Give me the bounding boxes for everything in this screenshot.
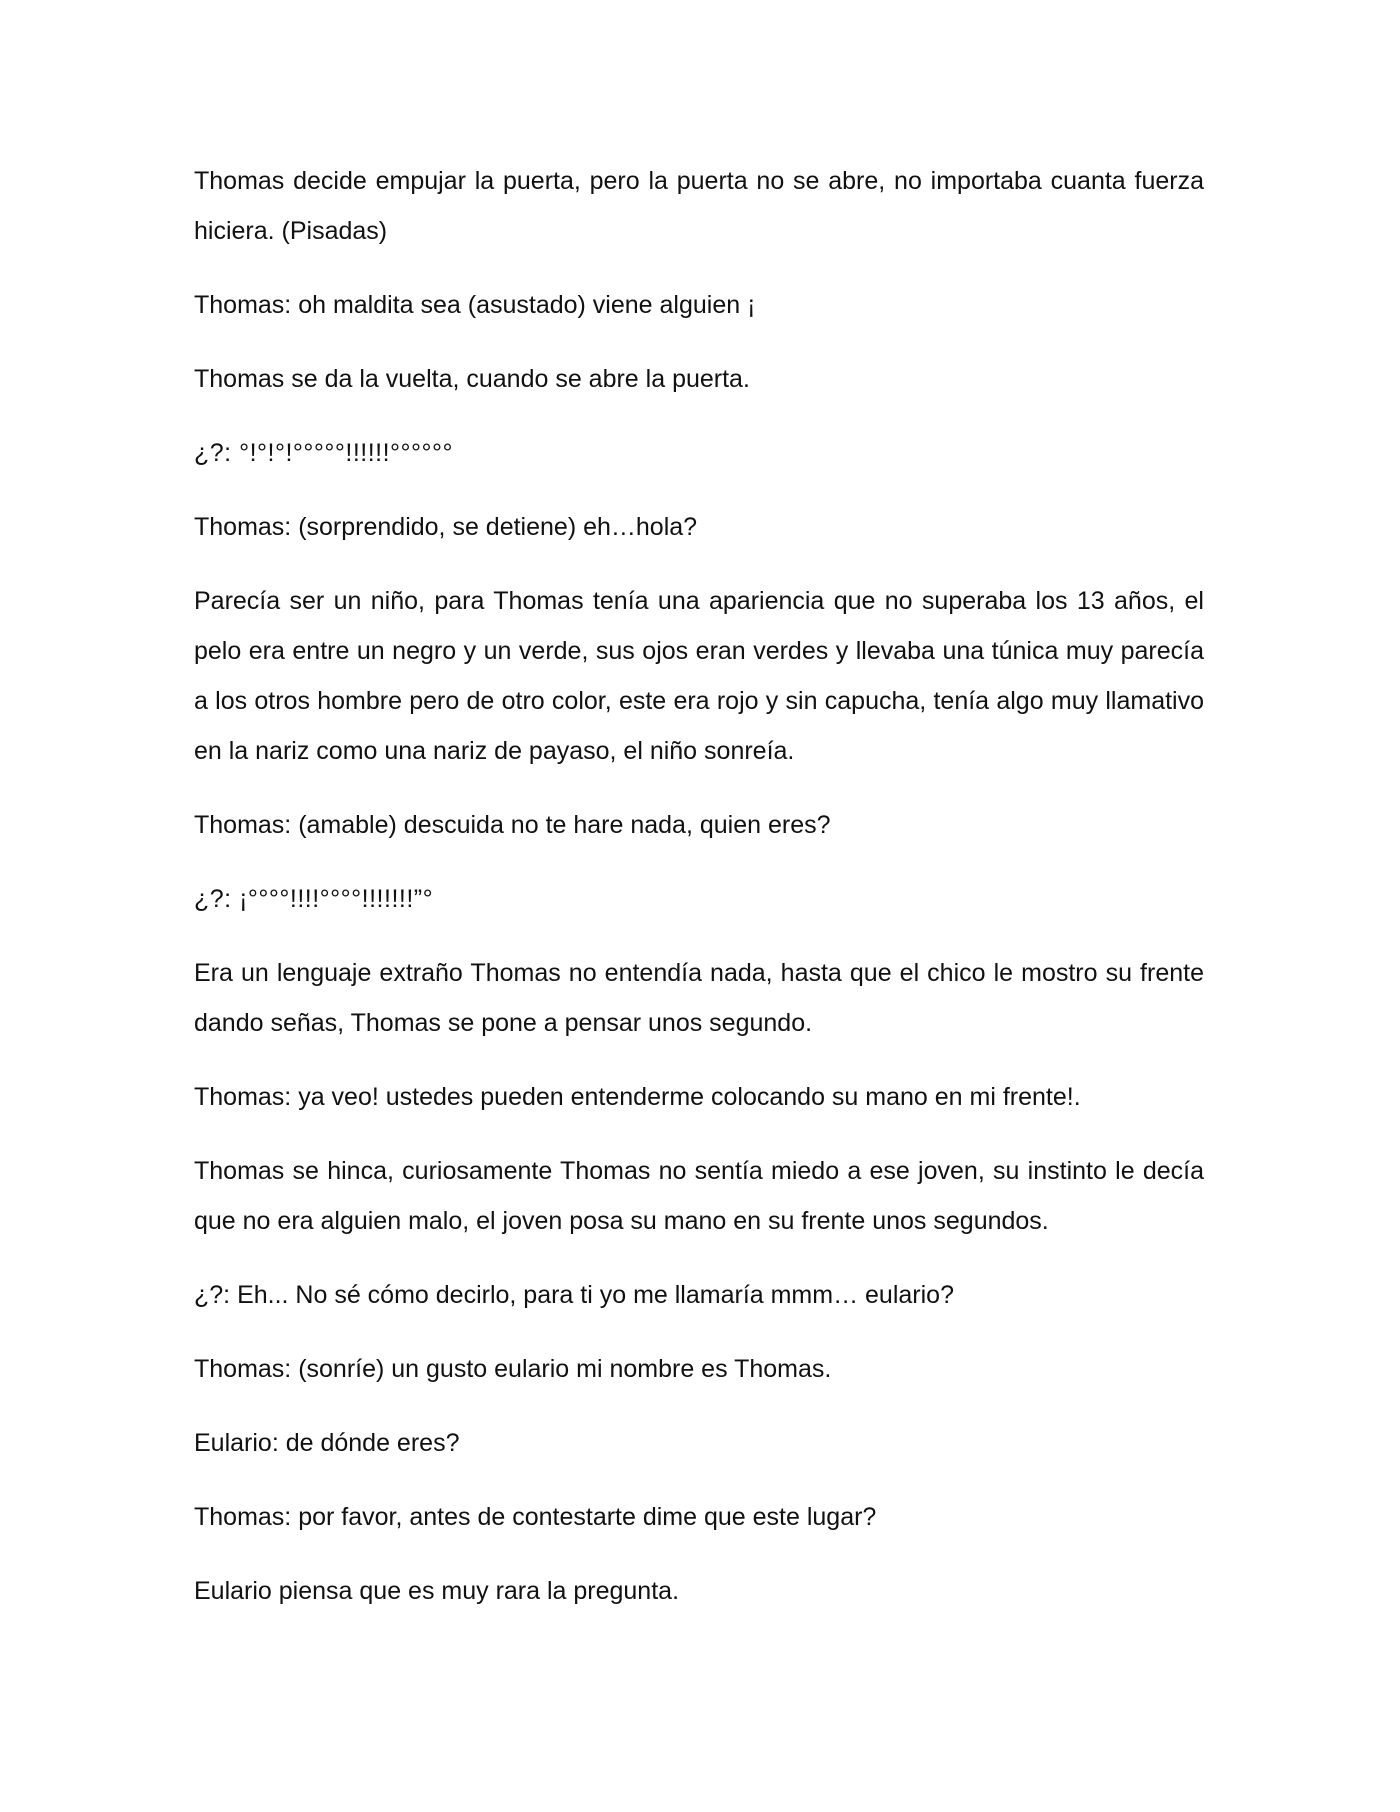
- paragraph-6: Parecía ser un niño, para Thomas tenía una apariencia que no superaba los 13 años, el pelo era entre un negro y un verde, sus ojos eran verdes y llevaba una túnica muy parecía a los otros hombre pero de otro color, este era rojo y sin capucha, tenía algo muy llamativo en la nariz como una nariz de payaso, el niño sonreía.: [194, 587, 1204, 765]
- paragraph-1: Thomas decide empujar la puerta, pero la puerta no se abre, no importaba cuanta fuerza hiciera. (Pisadas): [194, 167, 1204, 245]
- paragraph-9: Era un lenguaje extraño Thomas no entendía nada, hasta que el chico le mostro su frente dando señas, Thomas se pone a pensar unos segundo.: [194, 959, 1204, 1037]
- document-body: [194, 156, 1204, 1640]
- paragraph-7: Thomas: (amable) descuida no te hare nada, quien eres?: [194, 811, 831, 839]
- paragraph-11: Thomas se hinca, curiosamente Thomas no sentía miedo a ese joven, su instinto le decía que no era alguien malo, el joven posa su mano en su frente unos segundos.: [194, 1157, 1204, 1235]
- paragraph-5: Thomas: (sorprendido, se detiene) eh…hola?: [194, 513, 698, 541]
- paragraph-3: Thomas se da la vuelta, cuando se abre la puerta.: [194, 365, 750, 393]
- paragraph-10: Thomas: ya veo! ustedes pueden entenderme colocando su mano en mi frente!.: [194, 1083, 1081, 1111]
- paragraph-16: Eulario piensa que es muy rara la pregunta.: [194, 1577, 680, 1605]
- paragraph-14: Eulario: de dónde eres?: [194, 1429, 460, 1457]
- paragraph-2: Thomas: oh maldita sea (asustado) viene alguien ¡: [194, 291, 756, 319]
- paragraph-15: Thomas: por favor, antes de contestarte dime que este lugar?: [194, 1503, 877, 1531]
- paragraph-12: ¿?: Eh... No sé cómo decirlo, para ti yo me llamaría mmm… eulario?: [194, 1281, 954, 1309]
- paragraph-8: ¿?: ¡°°°°!!!!°°°°!!!!!!!”°: [194, 885, 434, 913]
- paragraph-4: ¿?: °!°!°!°°°°°!!!!!!°°°°°°: [194, 439, 454, 467]
- paragraph-13: Thomas: (sonríe) un gusto eulario mi nombre es Thomas.: [194, 1355, 832, 1383]
